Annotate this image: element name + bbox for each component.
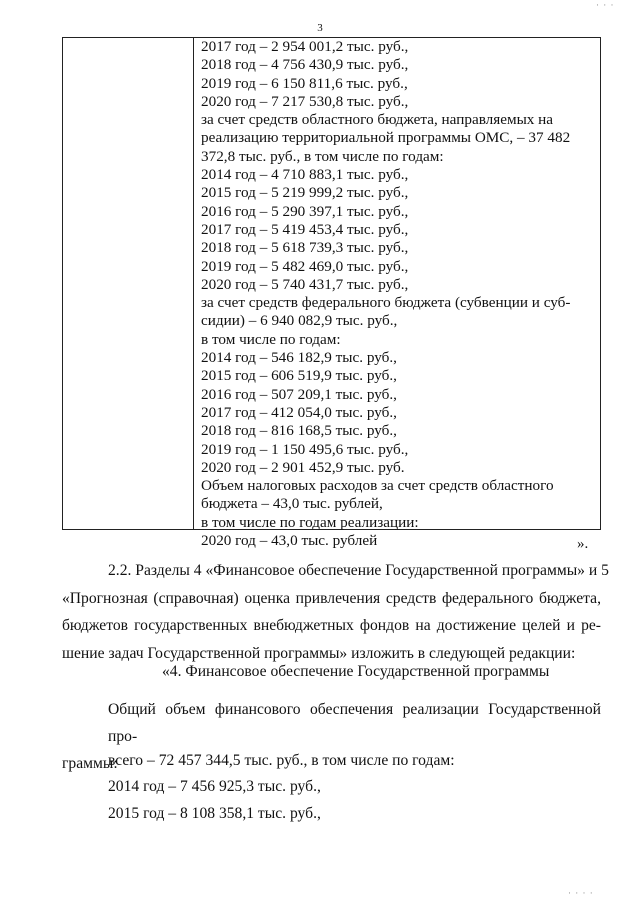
table-right-column bbox=[201, 38, 592, 550]
list-item: 2014 год – 7 456 925,3 тыс. руб., bbox=[108, 778, 321, 795]
table-line: 2014 год – 4 710 883,1 тыс. руб., bbox=[201, 166, 409, 184]
table-line: 2015 год – 5 219 999,2 тыс. руб., bbox=[201, 184, 409, 202]
table-line: 2014 год – 546 182,9 тыс. руб., bbox=[201, 349, 397, 367]
page-number: 3 bbox=[317, 22, 323, 34]
scan-mark: · · · bbox=[596, 0, 615, 10]
table-line: 2018 год – 5 618 739,3 тыс. руб., bbox=[201, 239, 409, 257]
table-line: реализацию территориальной программы ОМС, – 37 482 bbox=[201, 129, 571, 147]
paragraph-total-line-1: Общий объем финансового обеспечения реализации Государственной про- bbox=[108, 701, 601, 745]
paragraph-2-2-line-1: 2.2. Разделы 4 «Финансовое обеспечение Государственной программы» и 5 bbox=[108, 562, 609, 579]
paragraph-total-line-2: граммы: bbox=[62, 755, 118, 772]
paragraph-2-2-line-3: бюджетов государственных внебюджетных фондов на достижение целей и ре- bbox=[62, 617, 601, 634]
budget-table bbox=[62, 37, 601, 550]
table-line: 2017 год – 5 419 453,4 тыс. руб., bbox=[201, 220, 409, 238]
table-closing-quote: ». bbox=[577, 536, 589, 552]
table-left-column bbox=[63, 38, 194, 529]
table-line: 2016 год – 5 290 397,1 тыс. руб., bbox=[201, 202, 409, 220]
table-line: 2017 год – 2 954 001,2 тыс. руб., bbox=[201, 38, 409, 55]
paragraph-2-2-line-2: «Прогнозная (справочная) оценка привлечения средств федерального бюджета, bbox=[62, 589, 601, 607]
table-line: за счет средств областного бюджета, направляемых на bbox=[201, 111, 554, 129]
paragraph-2-2-line-4: шение задач Государственной программы» изложить в следующей редакции: bbox=[62, 644, 576, 662]
table-line: 2019 год – 5 482 469,0 тыс. руб., bbox=[201, 257, 409, 275]
table-line: 2020 год – 43,0 тыс. рублей bbox=[201, 532, 378, 550]
table-line: в том числе по годам: bbox=[201, 330, 341, 348]
table-line: 2016 год – 507 209,1 тыс. руб., bbox=[201, 385, 397, 403]
section-heading: «4. Финансовое обеспечение Государственной программы bbox=[162, 663, 550, 680]
table-line: бюджета – 43,0 тыс. рублей, bbox=[201, 495, 383, 513]
table-line: 2020 год – 7 217 530,8 тыс. руб., bbox=[201, 92, 409, 110]
table-line: за счет средств федерального бюджета (субвенции и суб- bbox=[201, 294, 571, 312]
table-line: 2019 год – 1 150 495,6 тыс. руб., bbox=[201, 440, 409, 458]
table-line: в том числе по годам реализации: bbox=[201, 513, 419, 531]
table-line: 2020 год – 5 740 431,7 тыс. руб., bbox=[201, 275, 409, 293]
table-line: 2019 год – 6 150 811,6 тыс. руб., bbox=[201, 74, 408, 92]
table-line: 2018 год – 816 168,5 тыс. руб., bbox=[201, 422, 397, 440]
table-line: 2018 год – 4 756 430,9 тыс. руб., bbox=[201, 56, 409, 74]
paragraph-2-2 bbox=[62, 557, 609, 667]
table-line: 2015 год – 606 519,9 тыс. руб., bbox=[201, 367, 397, 385]
table-line: Объем налоговых расходов за счет средств областного bbox=[201, 477, 554, 495]
table-line: 372,8 тыс. руб., в том числе по годам: bbox=[201, 147, 444, 165]
list-item: всего – 72 457 344,5 тыс. руб., в том числе по годам: bbox=[108, 752, 455, 769]
table-line: 2020 год – 2 901 452,9 тыс. руб. bbox=[201, 458, 405, 476]
table-line: сидии) – 6 940 082,9 тыс. руб., bbox=[201, 312, 398, 330]
list-item: 2015 год – 8 108 358,1 тыс. руб., bbox=[108, 805, 321, 822]
table-line: 2017 год – 412 054,0 тыс. руб., bbox=[201, 403, 397, 421]
scan-mark: · · · · bbox=[568, 888, 594, 898]
